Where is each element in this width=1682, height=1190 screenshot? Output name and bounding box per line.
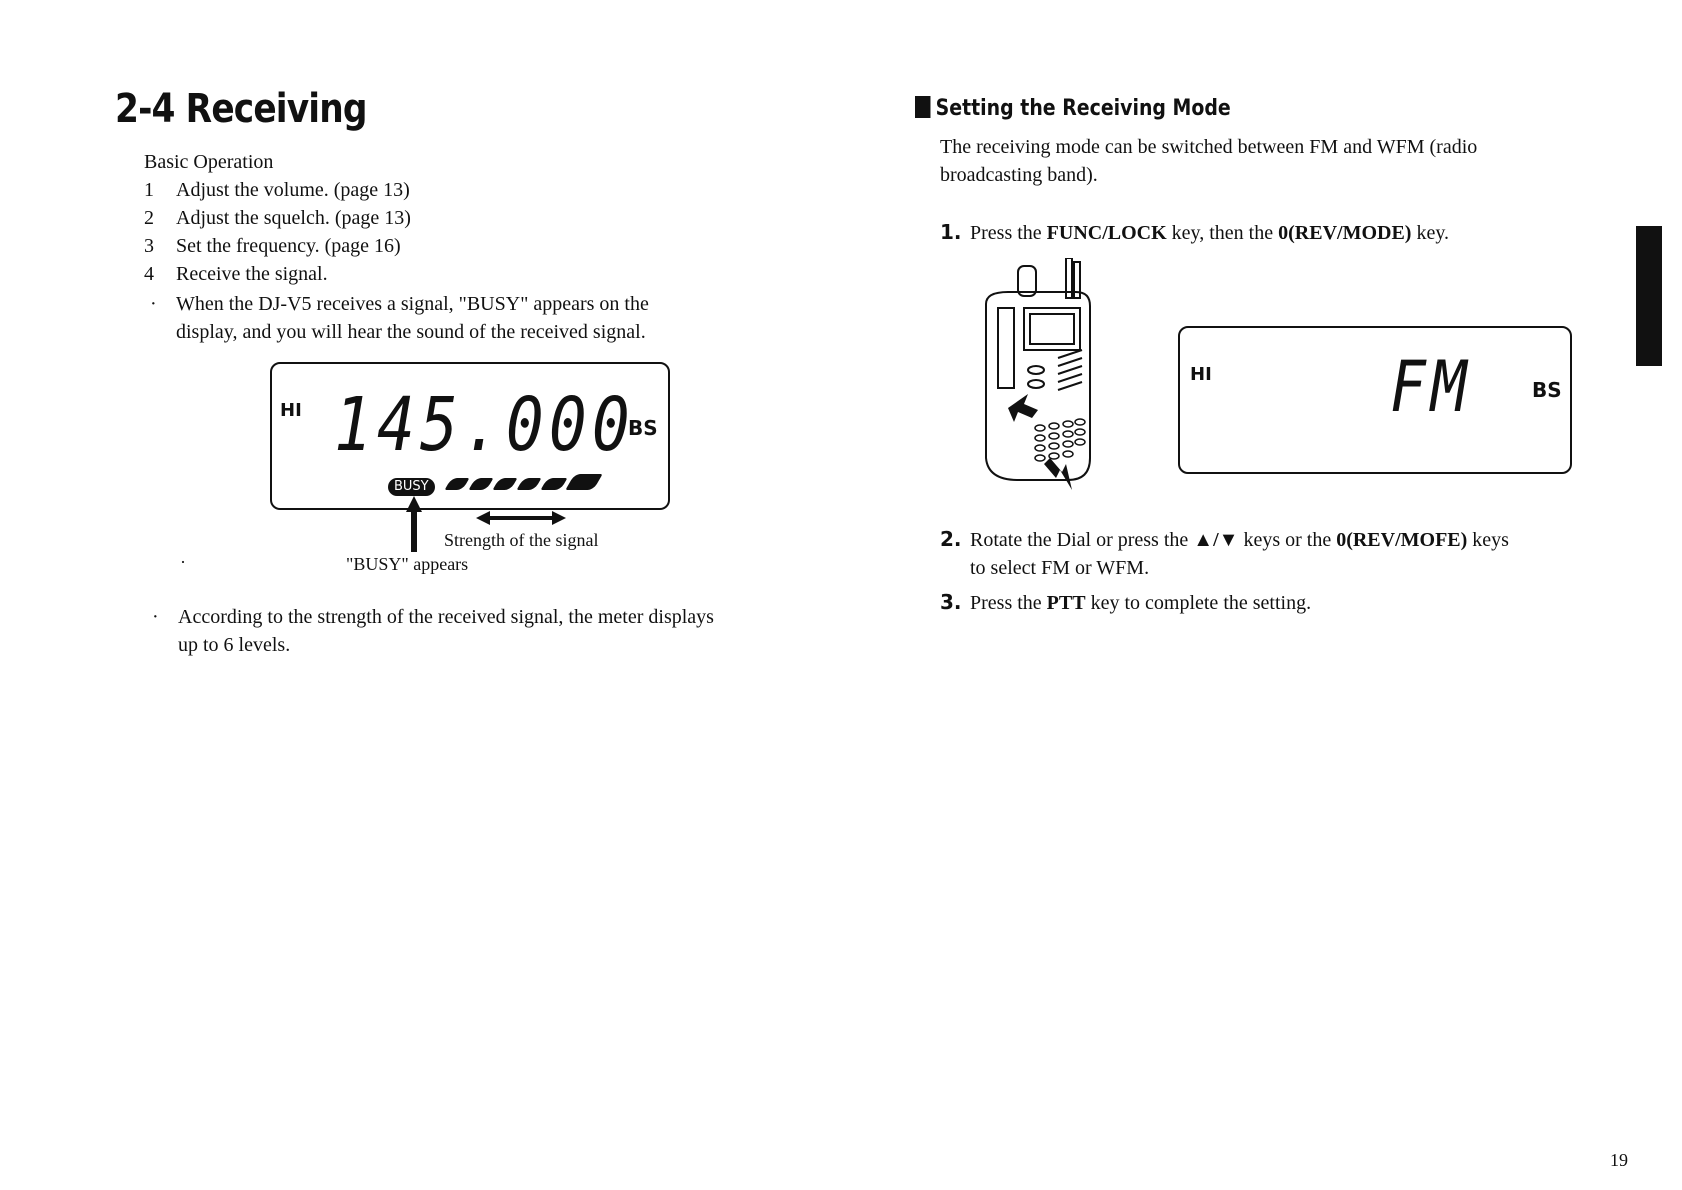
step-2: 2. Rotate the Dial or press the ▲/▼ keys or the 0(REV/MOFE) keys to select FM or WFM.: [940, 527, 1509, 579]
meter-level-6: [565, 474, 602, 490]
radio-screen-inner: [1030, 314, 1074, 344]
lcd-display-frequency: [270, 362, 670, 510]
caption-signal-strength: Strength of the signal: [444, 530, 599, 550]
keypad: [1035, 419, 1085, 461]
strength-arrow-left: [476, 511, 490, 525]
meter-level-5: [541, 478, 568, 490]
up-down-keys: ▲/▼: [1193, 529, 1239, 551]
hi-indicator: HI: [1190, 364, 1212, 385]
list-item: 1 Adjust the volume. (page 13): [144, 179, 410, 201]
meter-level-3: [493, 478, 518, 490]
signal-meter: [448, 474, 608, 496]
rev-mode-key: 0(REV/MODE): [1278, 222, 1412, 244]
page-number: 19: [1610, 1150, 1628, 1170]
busy-arrow-shaft: [411, 510, 417, 552]
bs-indicator: BS: [1532, 378, 1562, 402]
list-item: 2 Adjust the squelch. (page 13): [144, 207, 411, 229]
list-item: 4 Receive the signal.: [144, 263, 328, 285]
radio-side-panel: [998, 308, 1014, 388]
step-3: 3. Press the PTT key to complete the setting.: [940, 590, 1312, 614]
bs-indicator: BS: [628, 416, 658, 440]
zero-key-pointer-arrow: [1044, 458, 1072, 490]
intro-paragraph: The receiving mode can be switched between FM and WFM (radio broadcasting band).: [940, 136, 1478, 186]
section-title-receiving-mode: Setting the Receiving Mode: [915, 96, 1231, 121]
meter-level-2: [469, 478, 494, 490]
step-list: [144, 176, 411, 288]
busy-arrow-head: [406, 496, 422, 512]
frequency-readout: 145.000: [334, 382, 635, 468]
stray-dot: ·: [180, 552, 186, 572]
list-item: 3 Set the frequency. (page 16): [144, 235, 401, 257]
meter-level-4: [517, 478, 542, 490]
func-lock-key: FUNC/LOCK: [1046, 222, 1167, 244]
mode-readout: FM: [1390, 346, 1472, 428]
square-bullet-icon: [915, 96, 930, 118]
page-title: 2-4 Receiving: [115, 86, 367, 132]
busy-indicator: BUSY: [388, 478, 435, 496]
ptt-key: PTT: [1046, 592, 1086, 614]
func-key-pointer-arrow: [1008, 394, 1038, 422]
step-1: 1. Press the FUNC/LOCK key, then the 0(REV/MODE) key.: [940, 220, 1450, 244]
bullet-meter-description: · According to the strength of the received signal, the meter displays up to 6 levels.: [152, 606, 714, 656]
lcd-display-mode: [1178, 326, 1572, 474]
basic-operation-heading: Basic Operation: [144, 151, 274, 173]
hi-indicator: HI: [280, 400, 302, 421]
radio-illustration: [978, 258, 1118, 494]
strength-arrow-right: [552, 511, 566, 525]
caption-busy-appears: "BUSY" appears: [346, 554, 469, 574]
rev-mofe-key: 0(REV/MOFE): [1336, 529, 1468, 551]
bullet-busy-description: · When the DJ-V5 receives a signal, "BUSY" appears on the display, and you will hear the sound of the received signal.: [150, 293, 649, 343]
chapter-tab: [1636, 226, 1662, 366]
meter-level-1: [445, 478, 470, 490]
